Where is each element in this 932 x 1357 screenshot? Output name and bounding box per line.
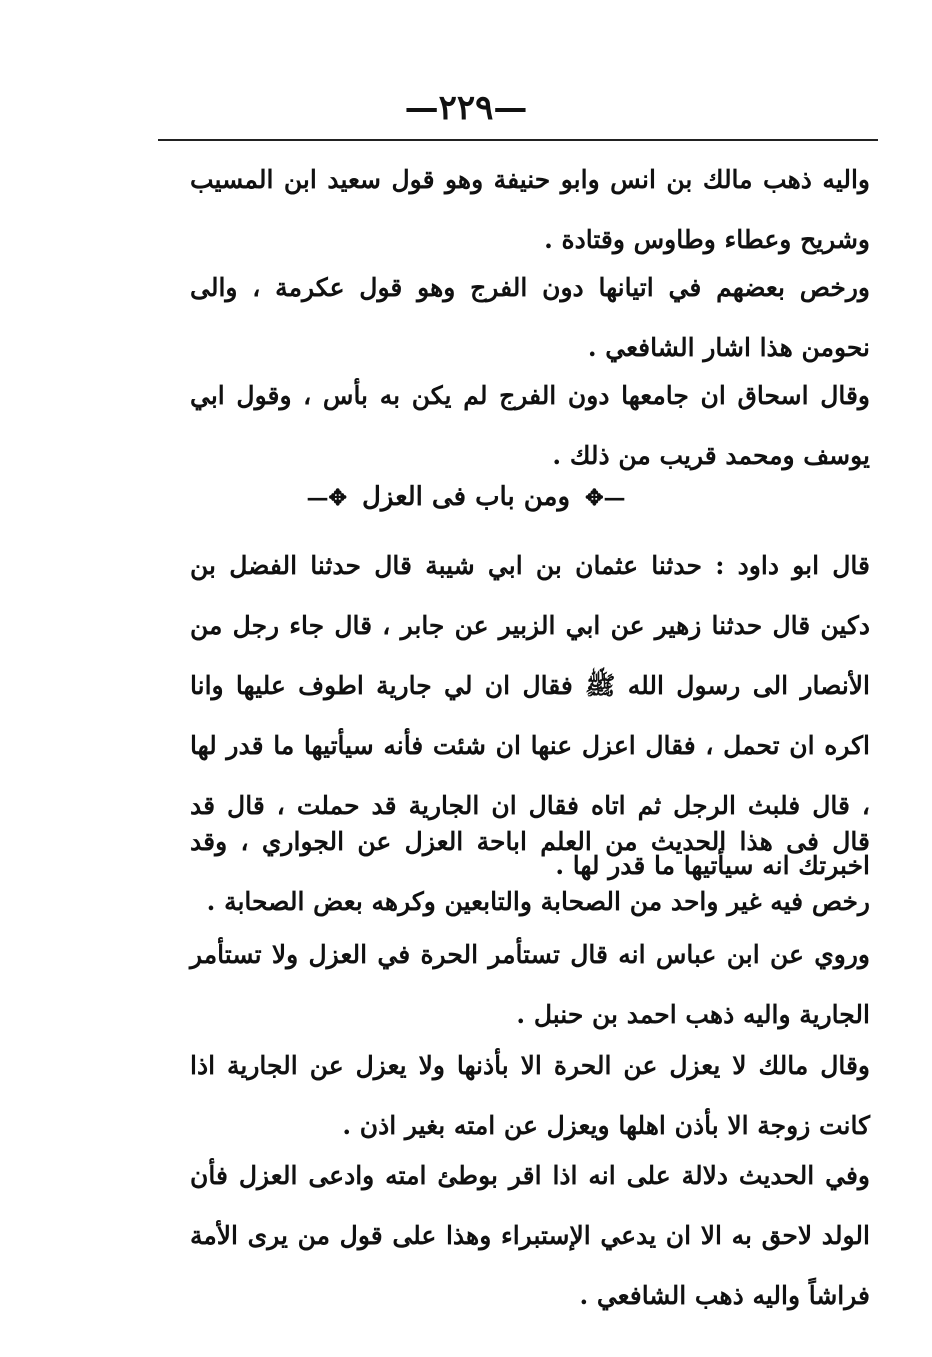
section-heading-text: ومن باب فى العزل — [361, 482, 571, 512]
heading-ornament-left: ✥— — [306, 485, 347, 511]
paragraph-5: قال فى هذا الحديث من العلم اباحة العزل عن الجواري ، وقد رخص فيه غير واحد من الصحابة والتابعين وكرهه بعض الصحابة . — [190, 827, 870, 916]
paragraph-6: وروي عن ابن عباس انه قال تستأمر الحرة في العزل ولا تستأمر الجارية واليه ذهب احمد بن حنبل . — [190, 940, 870, 1029]
paragraph-2: ورخص بعضهم في اتيانها دون الفرج وهو قول عكرمة ، والى نحومن هذا اشار الشافعي . — [190, 273, 870, 362]
paragraph-1: واليه ذهب مالك بن انس وابو حنيفة وهو قول سعيد ابن المسيب وشريح وعطاء وطاوس وقتادة . — [190, 165, 870, 254]
paragraph-3: وقال اسحاق ان جامعها دون الفرج لم يكن به بأس ، وقول ابي يوسف ومحمد قريب من ذلك . — [190, 381, 870, 470]
section-heading — [0, 482, 932, 512]
paragraph-7: وقال مالك لا يعزل عن الحرة الا بأذنها ولا يعزل عن الجارية اذا كانت زوجة الا بأذن اهلها ويعزل عن امته بغير اذن . — [190, 1051, 870, 1140]
paragraph-4: قال ابو داود : حدثنا عثمان بن ابي شيبة قال حدثنا الفضل بن دكين قال حدثنا زهير عن ابي الزبير عن جابر ، قال جاء رجل من الأنصار الى رسول الله ﷺ فقال ان لي جارية اطوف عليها وانا اكره ان تحمل ، فقال اعزل عنها ان شئت فأنه سيأتيها ما قدر لها ، قال فلبث الرجل ثم اتاه فقال ان الجارية قد حملت ، قال قد اخبرتك انه سيأتيها ما قدر لها . — [190, 551, 870, 880]
page-number: —٢٢٩— — [404, 88, 528, 128]
paragraph-8: وفي الحديث دلالة على انه اذا اقر بوطئ امته وادعى العزل فأن الولد لاحق به الا ان يدعي الإستبراء وهذا على قول من يرى الأمة فراشاً واليه ذهب الشافعي . — [190, 1161, 870, 1310]
header-rule — [158, 139, 878, 141]
heading-ornament-right: —✥ — [585, 485, 626, 511]
